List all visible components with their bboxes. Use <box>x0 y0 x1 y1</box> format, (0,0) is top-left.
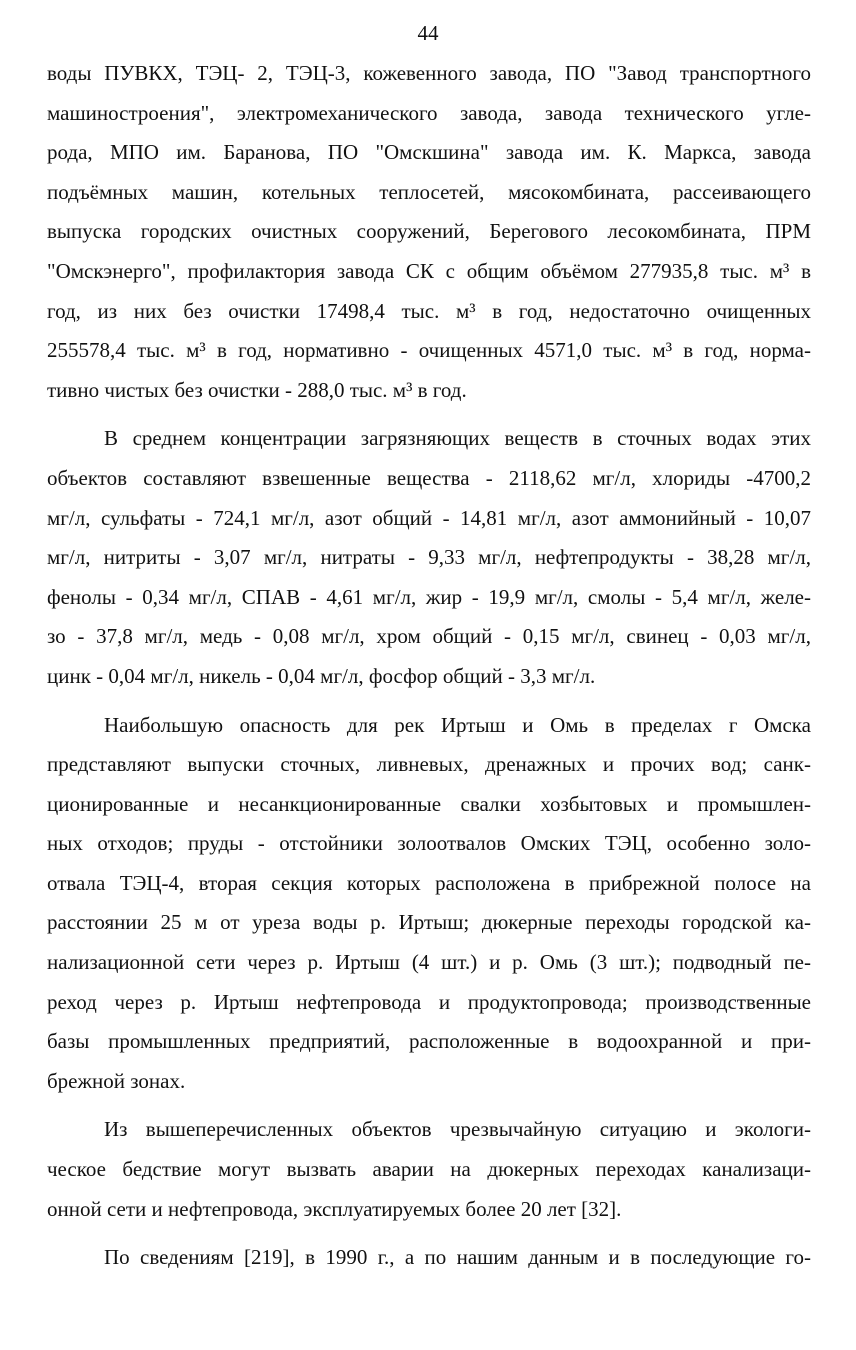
page-number: 44 <box>417 21 439 45</box>
text-line: зо - 37,8 мг/л, медь - 0,08 мг/л, хром общий - 0,15 мг/л, свинец - 0,03 мг/л, <box>47 624 811 649</box>
text-line: "Омскэнерго", профилактория завода СК с общим объёмом 277935,8 тыс. м³ в <box>47 258 811 283</box>
text-line: ных отходов; пруды - отстойники золоотвалов Омских ТЭЦ, особенно золо- <box>47 831 811 856</box>
text-line: представляют выпуски сточных, ливневых, дренажных и прочих вод; санк- <box>47 752 811 777</box>
paragraph-emergency-risk <box>47 1110 811 1229</box>
text-line: тивно чистых без очистки - 288,0 тыс. м³ в год. <box>47 377 467 402</box>
text-line: расстоянии 25 м от уреза воды р. Иртыш; дюкерные переходы городской ка- <box>47 910 811 935</box>
text-line: реход через р. Иртыш нефтепровода и продуктопровода; производственные <box>47 989 811 1014</box>
paragraph-wastewater-volumes <box>47 54 811 410</box>
paragraph-river-hazards <box>47 706 811 1102</box>
text-line: фенолы - 0,34 мг/л, СПАВ - 4,61 мг/л, жир - 19,9 мг/л, смолы - 5,4 мг/л, желе- <box>47 584 811 609</box>
text-line: машиностроения", электромеханического завода, завода технического угле- <box>47 100 811 125</box>
paragraph-continued <box>47 1238 811 1278</box>
text-line: 255578,4 тыс. м³ в год, нормативно - очищенных 4571,0 тыс. м³ в год, норма- <box>47 338 811 363</box>
text-line: выпуска городских очистных сооружений, Берегового лесокомбината, ПРМ <box>47 219 811 244</box>
text-line: цинк - 0,04 мг/л, никель - 0,04 мг/л, фосфор общий - 3,3 мг/л. <box>47 663 596 688</box>
text-line: ческое бедствие могут вызвать аварии на дюкерных переходах канализаци- <box>47 1157 811 1182</box>
text-line: мг/л, нитриты - 3,07 мг/л, нитраты - 9,33 мг/л, нефтепродукты - 38,28 мг/л, <box>47 545 811 570</box>
text-line: ционированные и несанкционированные свалки хозбытовых и промышлен- <box>47 791 811 816</box>
text-line: подъёмных машин, котельных теплосетей, мясокомбината, рассеивающего <box>47 179 811 204</box>
paragraph-pollutant-concentrations <box>47 419 811 696</box>
text-line: Из вышеперечисленных объектов чрезвычайную ситуацию и экологи- <box>104 1117 811 1142</box>
text-line: мг/л, сульфаты - 724,1 мг/л, азот общий - 14,81 мг/л, азот аммонийный - 10,07 <box>47 505 811 530</box>
text-line: отвала ТЭЦ-4, вторая секция которых расположена в прибрежной полосе на <box>47 870 811 895</box>
text-line: онной сети и нефтепровода, эксплуатируемых более 20 лет [32]. <box>47 1196 622 1221</box>
text-line: рода, МПО им. Баранова, ПО "Омскшина" завода им. К. Маркса, завода <box>47 140 811 165</box>
text-line: В среднем концентрации загрязняющих веществ в сточных водах этих <box>104 426 811 451</box>
text-line: нализационной сети через р. Иртыш (4 шт.) и р. Омь (3 шт.); подводный пе- <box>47 950 811 975</box>
text-line: Наибольшую опасность для рек Иртыш и Омь в пределах г Омска <box>104 712 811 737</box>
text-line: год, из них без очистки 17498,4 тыс. м³ в год, недостаточно очищенных <box>47 298 811 323</box>
text-line: объектов составляют взвешенные вещества - 2118,62 мг/л, хлориды -4700,2 <box>47 465 811 490</box>
body-text <box>47 54 811 1278</box>
text-line: брежной зонах. <box>47 1068 186 1093</box>
text-line: По сведениям [219], в 1990 г., а по нашим данным и в последующие го- <box>104 1245 811 1270</box>
text-line: воды ПУВКХ, ТЭЦ- 2, ТЭЦ-3, кожевенного завода, ПО "Завод транспортного <box>47 61 811 85</box>
text-line: базы промышленных предприятий, расположенные в водоохранной и при- <box>47 1029 811 1054</box>
